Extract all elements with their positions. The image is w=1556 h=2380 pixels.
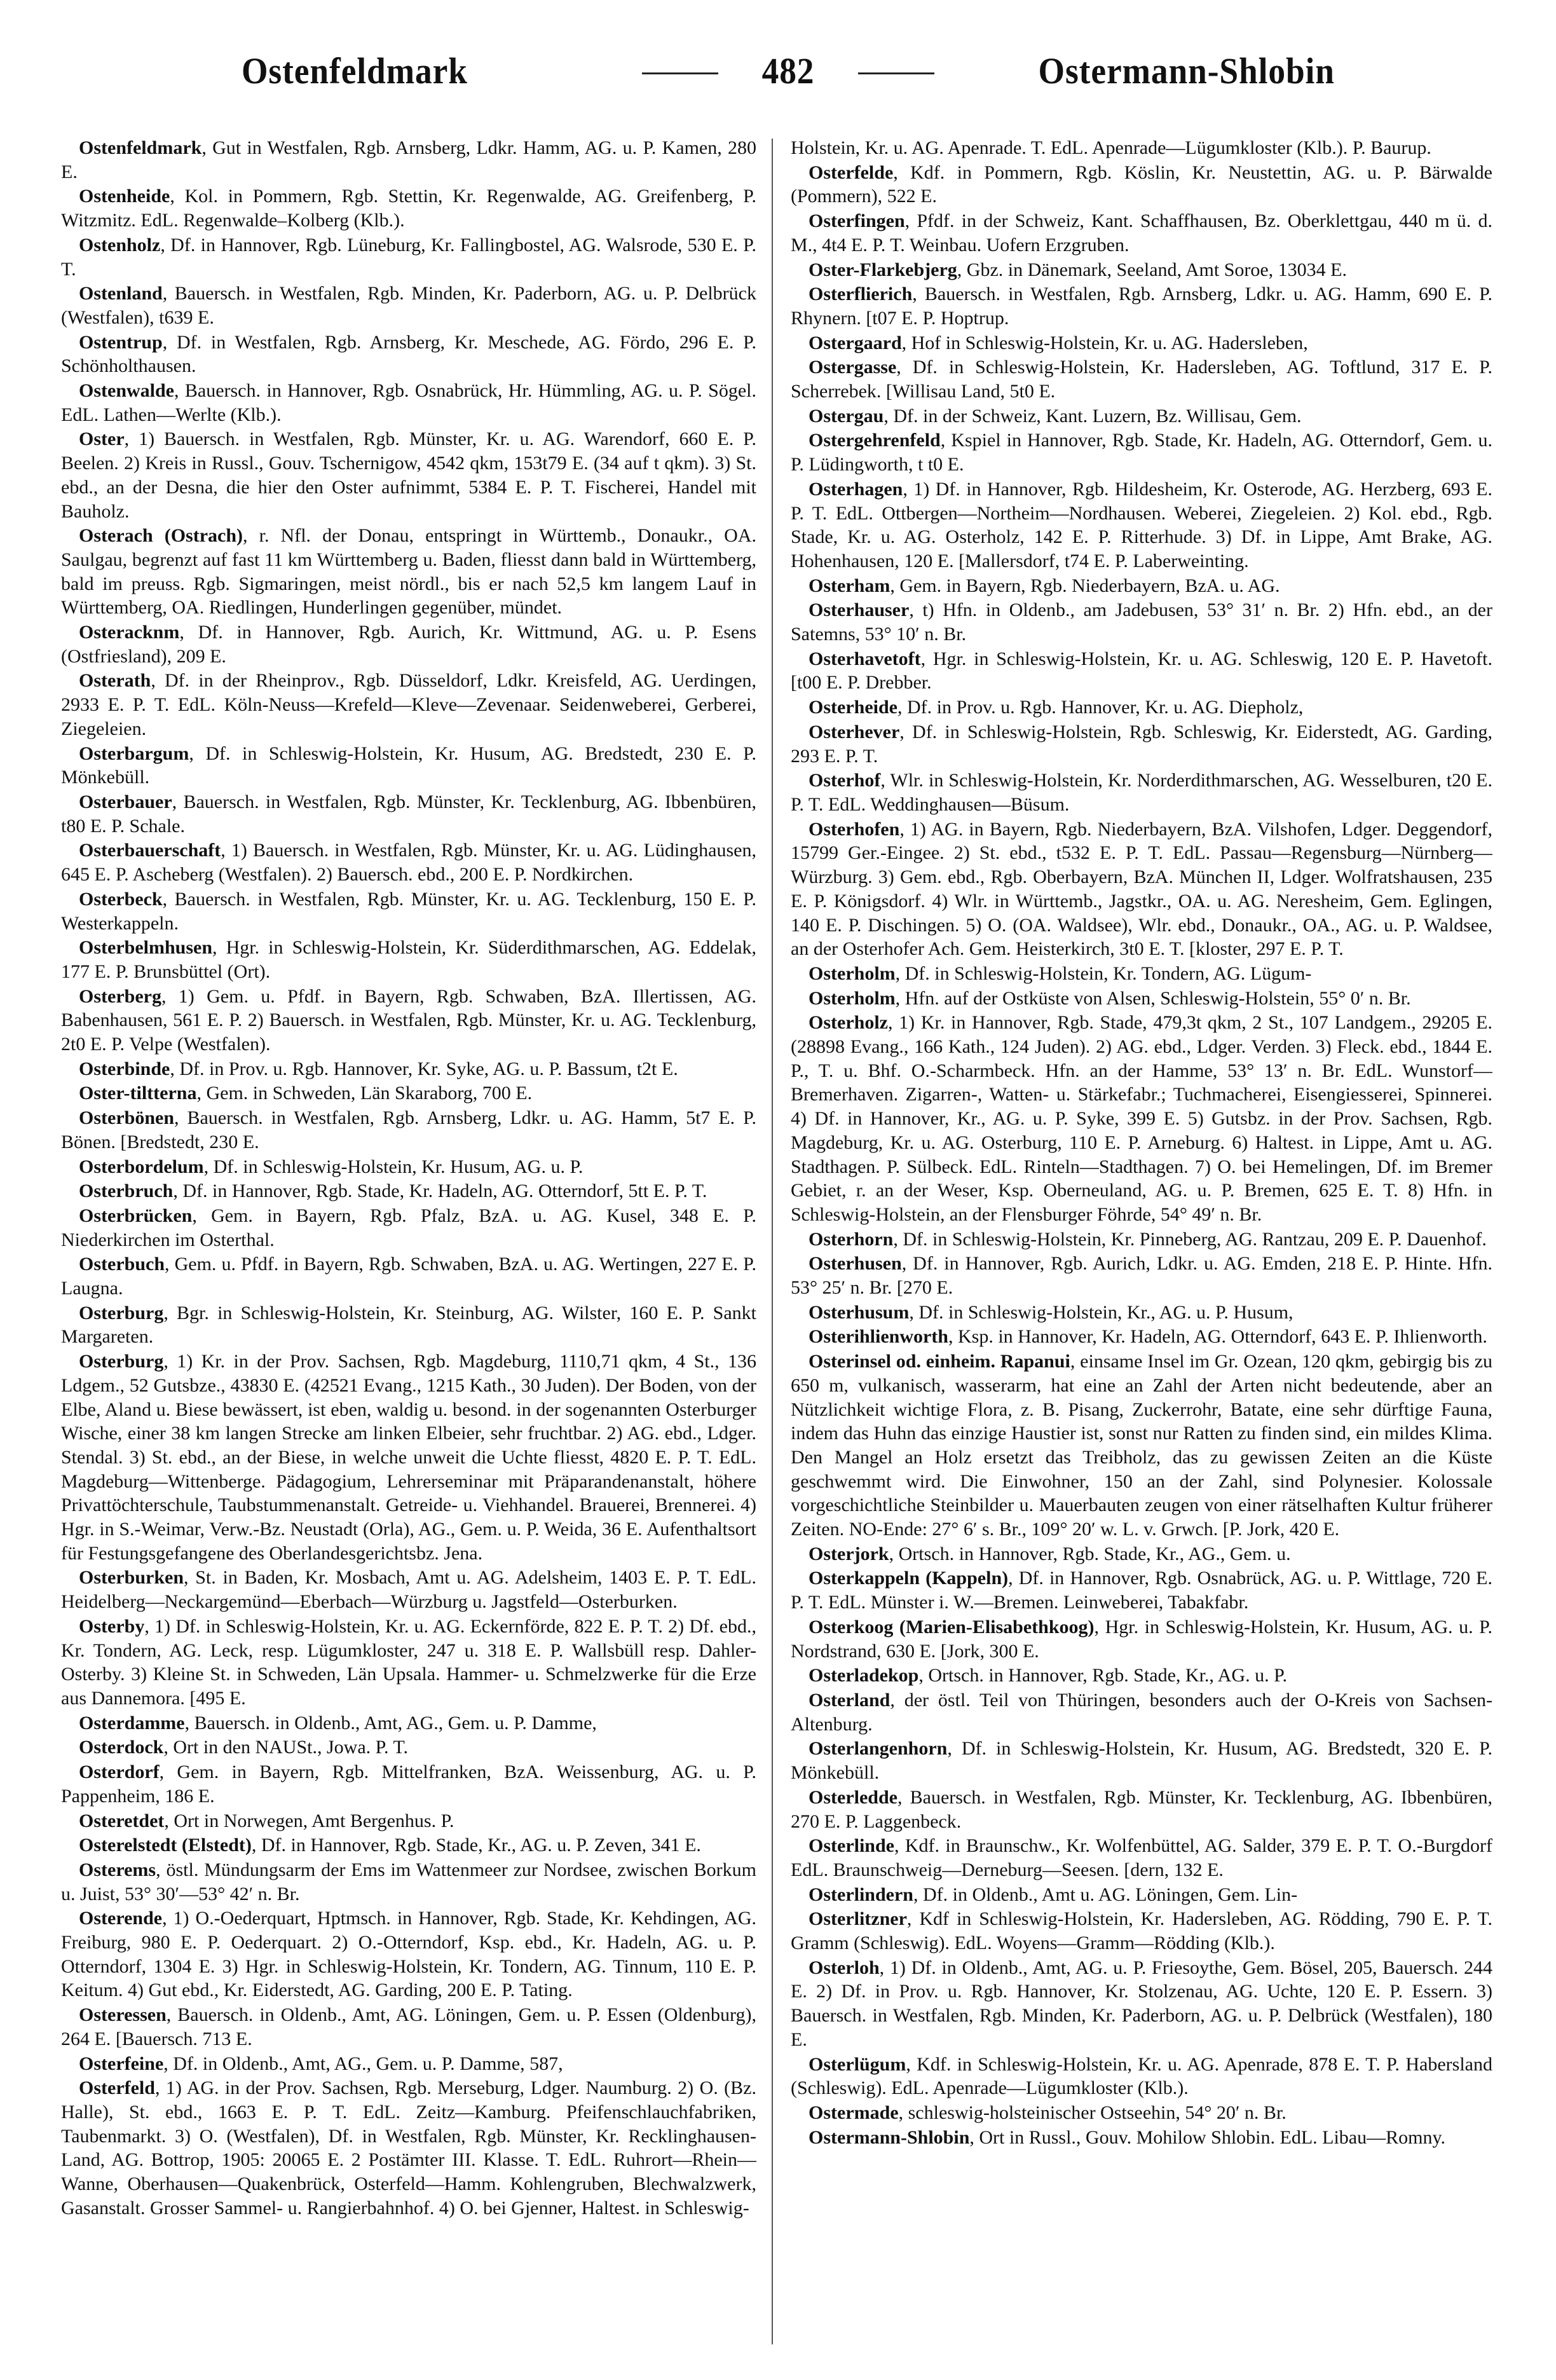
- gazetteer-entry: [61, 2052, 756, 2076]
- entry-headword: Osterhof: [809, 770, 881, 791]
- entry-headword: Osterhusen: [809, 1253, 902, 1275]
- entry-text: , Ort in Russl., Gouv. Mohilow Shlobin. EdL. Libau—Romny.: [969, 2126, 1446, 2148]
- entry-text: , Gem. in Schweden, Län Skaraborg, 700 E.: [196, 1083, 533, 1104]
- entry-text: , 1) Df. in Hannover, Rgb. Hildesheim, Kr. Osterode, AG. Herzberg, 693 E. P. T. EdL. Ottbergen—Northeim—Nordhausen. Weberei, Ziegeleien. 2) Kol. ebd., Rgb. Stade, Kr. u. AG. Osterholz, 142 E. P. Ritterhude. 3) Df. in Lippe, Amt Brake, AG. Hohenhausen, 120 E. [Mallersdorf, t74 E. P. Laberweinting.: [791, 478, 1492, 571]
- entry-text: , Ort in Norwegen, Amt Bergenhus. P.: [164, 1810, 454, 1831]
- gazetteer-entry: [791, 1325, 1492, 1349]
- entry-headword: Ostenfeldmark: [79, 137, 202, 158]
- entry-headword: Osterburg: [79, 1351, 164, 1372]
- entry-headword: Osterlindern: [809, 1884, 913, 1905]
- entry-headword: Ostermann-Shlobin: [809, 2126, 970, 2148]
- gazetteer-entry: [791, 1688, 1492, 1736]
- gazetteer-entry: [61, 1809, 756, 1833]
- left-column: [61, 136, 756, 2355]
- entry-text: , 1) O.-Oederquart, Hptmsch. in Hannover, Rgb. Stade, Kr. Kehdingen, AG. Freiburg, 980 E. P. Oederquart. 2) O.-Otterndorf, Ksp. ebd., Kr. Hadeln, AG. u. P. Otterndorf, 1304 E. 3) Hgr. in Schleswig-Holstein, Kr. Tondern, AG. Tinnum, 110 E. P. Keitum. 4) Gut ebd., Kr. Eiderstedt, AG. Garding, 200 E. P. Tating.: [61, 1908, 756, 2001]
- entry-headword: Ostenholz: [79, 234, 161, 256]
- entry-text: , 1) AG. in Bayern, Rgb. Niederbayern, BzA. Vilshofen, Ldger. Deggendorf, 15799 Ger.-Eingee. 2) St. ebd., t532 E. P. T. EdL. Passau—Regensburg—Nürnberg—Würzburg. 3) Gem. ebd., Rgb. Oberbayern, BzA. München II, Ldger. Wolfratshausen, 235 E. P. Königsdorf. 4) Wlr. in Württemb., Jagstkr., OA. u. AG. Neresheim, Gem. Eglingen, 140 E. P. Dischingen. 5) O. (OA. Waldsee), Wlr. ebd., Donaukr., OA., AG. u. P. Waldsee, an der Osterhofer Ach. Gem. Heisterkirch, 3t0 E. T. [kloster, 297 E. P. T.: [791, 818, 1492, 960]
- entry-headword: Osterihlienworth: [809, 1326, 948, 1348]
- entry-text: , 1) Gem. u. Pfdf. in Bayern, Rgb. Schwaben, BzA. Illertissen, AG. Babenhausen, 561 E. P. 2) Bauersch. in Westfalen, Rgb. Münster, Kr. u. AG. Tecklenburg, 2t0 E. P. Velpe (Westfalen).: [61, 985, 756, 1055]
- entry-headword: Osterdorf: [79, 1761, 160, 1783]
- gazetteer-entry: [61, 1252, 756, 1300]
- entry-headword: Ostergasse: [809, 357, 897, 378]
- entry-headword: Osterems: [79, 1859, 156, 1880]
- gazetteer-entry: [791, 428, 1492, 476]
- gazetteer-entry: [791, 1737, 1492, 1784]
- entry-headword: Ostergaard: [809, 332, 902, 353]
- gazetteer-entry: [791, 1252, 1492, 1299]
- entry-text: , t) Hfn. in Oldenb., am Jadebusen, 53° 31′ n. Br. 2) Hfn. ebd., an der Satemns, 53° 10′ n. Br.: [791, 599, 1492, 645]
- entry-headword: Osterfeine: [79, 2053, 164, 2074]
- entry-headword: Osterhever: [809, 721, 900, 742]
- gazetteer-entry: [61, 790, 756, 838]
- entry-headword: Osterlangenhorn: [809, 1738, 948, 1760]
- gazetteer-entry: [61, 887, 756, 935]
- gazetteer-entry: [791, 1664, 1492, 1688]
- entry-text: , Kdf. in Schleswig-Holstein, Kr. u. AG. Apenrade, 878 E. T. P. Habersland (Schleswig). EdL. Apenrade—Lügumkloster (Klb.).: [791, 2053, 1492, 2099]
- entry-headword: Osterhusum: [809, 1301, 910, 1323]
- entry-headword: Osterflierich: [809, 284, 913, 305]
- entry-headword: Oster-tiltterna: [79, 1083, 197, 1104]
- entry-headword: Ostergau: [809, 405, 884, 427]
- entry-text: , Df. in Prov. u. Rgb. Hannover, Kr. u. AG. Diepholz,: [897, 697, 1304, 718]
- entry-headword: Osterbauerschaft: [79, 840, 221, 861]
- entry-headword: Osterladekop: [809, 1665, 919, 1686]
- entry-headword: Osterkoog (Marien-Elisabethkoog): [809, 1616, 1095, 1638]
- entry-text: , Kdf. in Braunschw., Kr. Wolfenbüttel, AG. Salder, 379 E. P. T. O.-Burgdorf EdL. Braunschweig—Derneburg—Seesen. [dern, 132 E.: [791, 1835, 1492, 1880]
- gazetteer-entry: [791, 2126, 1492, 2150]
- entry-text: , Wlr. in Schleswig-Holstein, Kr. Norderdithmarschen, AG. Wesselburen, t20 E. P. T. EdL. Weddinghausen—Büsum.: [791, 770, 1492, 815]
- gazetteer-entry: [61, 1301, 756, 1349]
- entry-headword: Oster: [79, 428, 125, 450]
- gazetteer-entry: [61, 1081, 756, 1105]
- entry-text: , St. in Baden, Kr. Mosbach, Amt u. AG. Adelsheim, 1403 E. P. T. EdL. Heidelberg—Neckargemünd—Eberbach—Würzburg u. Jagstfeld—Osterburken.: [61, 1567, 756, 1613]
- gazetteer-entry: [791, 1907, 1492, 1955]
- entry-text: , 1) Kr. in Hannover, Rgb. Stade, 479,3t qkm, 2 St., 107 Landgem., 29205 E. (28898 Evang., 166 Kath., 124 Juden). 2) AG. ebd., Ldger. Verden. 3) Fleck. ebd., 1844 E. P., T. u. Bhf. O.-Scharmbeck. Hfn. an der Hamme, 53° 13′ n. Br. EdL. Wunstorf—Bremerhaven. Zigarren-, Watten- u. Stärkefabr.; Tuchmacherei, Eisengiesserei, Spinnerei. 4) Df. in Hannover, Kr., AG. u. P. Syke, 399 E. 5) Gutsbz. in der Prov. Sachsen, Rgb. Magdeburg, Kr. u. AG. Osterburg, 110 E. P. Arneburg. 6) Haltest. in Lippe, Amt u. AG. Stadthagen. P. Sülbeck. EdL. Rinteln—Stadthagen. 7) O. bei Hemelingen, Df. im Bremer Gebiet, r. an der Weser, Ksp. Oberneuland, AG. u. P. Bremen, 625 E. T. 8) Hfn. in Schleswig-Holstein, an der Flensburger Föhrde, 54° 49′ n. Br.: [791, 1012, 1492, 1225]
- entry-text: , Bauersch. in Westfalen, Rgb. Münster, Kr. Tecklenburg, AG. Ibbenbüren, t80 E. P. Schale.: [61, 791, 756, 837]
- gazetteer-entry: [791, 331, 1492, 355]
- gazetteer-entry: [791, 1542, 1492, 1566]
- gazetteer-entry: [791, 647, 1492, 695]
- entry-text: , Df. in Schleswig-Holstein, Kr. Husum, AG. Bredstedt, 230 E. P. Mönkebüll.: [61, 742, 756, 788]
- entry-text: , östl. Mündungsarm der Ems im Wattenmeer zur Nordsee, zwischen Borkum u. Juist, 53° 30′—53° 42′ n. Br.: [61, 1859, 756, 1905]
- entry-text: , Df. in Hannover, Rgb. Lüneburg, Kr. Fallingbostel, AG. Walsrode, 530 E. P. T.: [61, 234, 756, 280]
- gazetteer-entry: [61, 742, 756, 790]
- entry-text: Holstein, Kr. u. AG. Apenrade. T. EdL. Apenrade—Lügumkloster (Klb.). P. Baurup.: [791, 137, 1431, 158]
- entry-text: , Bauersch. in Westfalen, Rgb. Arnsberg, Ldkr. u. AG. Hamm, 690 E. P. Rhynern. [t07 E. P. Hoptrup.: [791, 284, 1492, 329]
- entry-text: , Gbz. in Dänemark, Seeland, Amt Soroe, 13034 E.: [957, 259, 1348, 280]
- entry-headword: Osterbruch: [79, 1180, 174, 1202]
- entry-text: , Df. in Schleswig-Holstein, Kr., AG. u. P. Husum,: [909, 1301, 1293, 1323]
- entry-text: , Df. in Schleswig-Holstein, Kr. Pinneberg, AG. Rantzau, 209 E. P. Dauenhof.: [893, 1228, 1487, 1250]
- gazetteer-entry: [791, 355, 1492, 403]
- entry-text: , Bauersch. in Westfalen, Rgb. Minden, Kr. Paderborn, AG. u. P. Delbrück (Westfalen), t639 E.: [61, 283, 756, 328]
- header-rule-left: [642, 72, 718, 74]
- gazetteer-entry: [61, 1906, 756, 2002]
- entry-headword: Osterberg: [79, 985, 161, 1007]
- entry-text: , Hof in Schleswig-Holstein, Kr. u. AG. Hadersleben,: [901, 332, 1308, 353]
- gazetteer-entry: [61, 1735, 756, 1760]
- entry-headword: Osterinsel od. einheim. Rapanui: [809, 1351, 1070, 1372]
- gazetteer-entry: [791, 962, 1492, 986]
- entry-text: , Df. in Hannover, Rgb. Aurich, Ldkr. u. AG. Emden, 218 E. P. Hinte. Hfn. 53° 25′ n. Br. [270 E.: [791, 1253, 1492, 1299]
- entry-text: , 1) Bauersch. in Westfalen, Rgb. Münster, Kr. u. AG. Warendorf, 660 E. P. Beelen. 2) Kreis in Russl., Gouv. Tschernigow, 4542 qkm, 153t79 E. (34 auf t qkm). 3) St. ebd., an der Desna, die hier den Oster aufnimmt, 5384 E. P. T. Fischerei, Handel mit Bauholz.: [61, 428, 756, 522]
- entry-headword: Osterfingen: [809, 210, 905, 232]
- entry-headword: Osterland: [809, 1690, 891, 1711]
- entry-text: , Df. in Oldenb., Amt, AG., Gem. u. P. Damme, 587,: [163, 2053, 563, 2074]
- gazetteer-entry: [791, 574, 1492, 598]
- entry-headword: Osterbargum: [79, 742, 189, 764]
- entry-headword: Osterholz: [809, 1012, 888, 1034]
- entry-text: , Kdf in Schleswig-Holstein, Kr. Hadersleben, AG. Rödding, 790 E. P. T. Gramm (Schleswig). EdL. Woyens—Gramm—Rödding (Klb.).: [791, 1908, 1492, 1954]
- entry-text: , Df. in Schleswig-Holstein, Kr. Husum, AG. u. P.: [203, 1156, 584, 1177]
- entry-headword: Osterach (Ostrach): [79, 525, 243, 547]
- gazetteer-entry: [61, 379, 756, 427]
- entry-text: , Ksp. in Hannover, Kr. Hadeln, AG. Otterndorf, 643 E. P. Ihlienworth.: [948, 1326, 1487, 1348]
- entry-text: , Kspiel in Hannover, Rgb. Stade, Kr. Hadeln, AG. Otterndorf, Gem. u. P. Lüdingworth, t t0 E.: [791, 430, 1492, 475]
- gazetteer-entry: [791, 1566, 1492, 1614]
- entry-headword: Osterhauser: [809, 599, 910, 621]
- gazetteer-entry: [791, 1301, 1492, 1325]
- entry-headword: Osterhavetoft: [809, 648, 921, 669]
- entry-text: , r. Nfl. der Donau, entspringt in Württemb., Donaukr., OA. Saulgau, begrenzt auf fast 11 km Württemberg u. Baden, fliesst dann bald in Württemberg, bald im preuss. Rgb. Sigmaringen, meist nördl., bis er nach 52,5 km langem Lauf in Württemberg, OA. Riedlingen, Hunderlingen gegenüber, mündet.: [61, 525, 756, 619]
- entry-text: , Df. in Prov. u. Rgb. Hannover, Kr. Syke, AG. u. P. Bassum, t2t E.: [170, 1058, 678, 1079]
- entry-headword: Osterbrücken: [79, 1205, 193, 1226]
- entry-text: , Gem. in Bayern, Rgb. Mittelfranken, BzA. Weissenburg, AG. u. P. Pappenheim, 186 E.: [61, 1761, 756, 1807]
- entry-text: , Bauersch. in Oldenb., Amt, AG. Löningen, Gem. u. P. Essen (Oldenburg), 264 E. [Bauersch. 713 E.: [61, 2004, 756, 2049]
- entry-text: , Ortsch. in Hannover, Rgb. Stade, Kr., AG. u. P.: [918, 1665, 1287, 1686]
- gazetteer-entry: [791, 1834, 1492, 1882]
- gazetteer-entry: [61, 985, 756, 1057]
- entry-headword: Ostentrup: [79, 331, 163, 353]
- header-rule-right: [858, 72, 934, 74]
- gazetteer-entry: [61, 838, 756, 886]
- gazetteer-entry: [791, 1228, 1492, 1252]
- entry-headword: Osterloh: [809, 1957, 880, 1978]
- gazetteer-entry: [61, 1833, 756, 1857]
- entry-headword: Osteracknm: [79, 622, 180, 643]
- gazetteer-entry: [791, 598, 1492, 646]
- entry-headword: Osterbelmhusen: [79, 937, 212, 959]
- gazetteer-entry: [791, 817, 1492, 961]
- entry-headword: Osteressen: [79, 2004, 167, 2026]
- entry-headword: Osterburg: [79, 1302, 164, 1323]
- gazetteer-entry: [791, 282, 1492, 330]
- entry-headword: Osterholm: [809, 987, 896, 1009]
- entry-text: , Gem. u. Pfdf. in Bayern, Rgb. Schwaben, BzA. u. AG. Wertingen, 227 E. P. Laugna.: [61, 1254, 756, 1299]
- entry-text: , 1) Kr. in der Prov. Sachsen, Rgb. Magdeburg, 1110,71 qkm, 4 St., 136 Ldgem., 52 Gutsbze., 43830 E. (42521 Evang., 1215 Kath., 30 Juden). Der Boden, von der Elbe, Aland u. Biese bewässert, ist eben, waldig u. besond. in der sogenannten Osterburger Wische, einer 38 km langen Strecke am linken Elbeier, sehr fruchtbar. 2) AG. ebd., Ldger. Stendal. 3) St. ebd., an der Biese, in welche unweit die Uchte fliesst, 4820 E. P. T. EdL. Magdeburg—Wittenberge. Pädagogium, Lehrerseminar mit Präparandenanstalt, höhere Privattöchterschule, Taubstummenanstalt. Getreide- u. Viehhandel. Brauerei, Brennerei. 4) Hgr. in S.-Weimar, Verw.-Bz. Neustadt (Orla), AG., Gem. u. P. Weida, 36 E. Aufenthaltsort für Festungsgefangene des Oberlandesgerichtsbz. Jena.: [61, 1351, 756, 1564]
- entry-headword: Osterdock: [79, 1737, 164, 1758]
- gazetteer-entry: [61, 1155, 756, 1179]
- gazetteer-entry: [791, 720, 1492, 768]
- entry-headword: Osterham: [809, 575, 891, 596]
- gazetteer-entry: [791, 136, 1492, 160]
- gazetteer-entry: [791, 1350, 1492, 1542]
- entry-text: , Bauersch. in Westfalen, Rgb. Münster, Kr. Tecklenburg, AG. Ibbenbüren, 270 E. P. Laggenbeck.: [791, 1786, 1492, 1832]
- gazetteer-entry: [791, 1615, 1492, 1663]
- entry-text: , 1) Df. in Oldenb., Amt, AG. u. P. Friesoythe, Gem. Bösel, 205, Bauersch. 244 E. 2) Df. in Prov. u. Rgb. Hannover, Kr. Stolzenau, AG. Uchte, 120 E. P. Essern. 3) Bauersch. in Westfalen, Rgb. Minden, Kr. Paderborn, AG. u. P. Delbrück (Westfalen), 180 E.: [791, 1957, 1492, 2050]
- gazetteer-entry: [61, 1858, 756, 1906]
- gazetteer-entry: [61, 620, 756, 668]
- entry-headword: Osterkappeln (Kappeln): [809, 1568, 1009, 1589]
- gazetteer-entry: [61, 936, 756, 983]
- entry-text: , Df. in der Rheinprov., Rgb. Düsseldorf, Ldkr. Kreisfeld, AG. Uerdingen, 2933 E. P. T. EdL. Köln-Neuss—Krefeld—Kleve—Zevenaar. Seidenweberei, Gerberei, Ziegeleien.: [61, 670, 756, 739]
- entry-headword: Osterbordelum: [79, 1156, 204, 1177]
- gazetteer-entry: [61, 136, 756, 184]
- header-left-keyword: Ostenfeldmark: [242, 50, 468, 92]
- entry-text: , Hgr. in Schleswig-Holstein, Kr. Süderdithmarschen, AG. Eddelak, 177 E. P. Brunsbüttel (Ort).: [61, 937, 756, 982]
- entry-headword: Osterende: [79, 1908, 163, 1929]
- gazetteer-entry: [61, 331, 756, 378]
- entry-text: , Hfn. auf der Ostküste von Alsen, Schleswig-Holstein, 55° 0′ n. Br.: [895, 987, 1411, 1009]
- entry-headword: Osterlügum: [809, 2053, 906, 2075]
- entry-text: , Pfdf. in der Schweiz, Kant. Schaffhausen, Bz. Oberklettgau, 440 m ü. d. M., 4t4 E. P. T. Weinbau. Uofern Erzgruben.: [791, 210, 1492, 256]
- entry-text: , Ortsch. in Hannover, Rgb. Stade, Kr., AG., Gem. u.: [889, 1543, 1291, 1564]
- entry-text: , 1) Bauersch. in Westfalen, Rgb. Münster, Kr. u. AG. Lüdinghausen, 645 E. P. Ascheberg (Westfalen). 2) Bauersch. ebd., 200 E. P. Nordkirchen.: [61, 840, 756, 886]
- entry-headword: Osterfeld: [79, 2077, 155, 2099]
- gazetteer-entry: [61, 1711, 756, 1735]
- gazetteer-entry: [791, 769, 1492, 816]
- gazetteer-entry: [61, 2076, 756, 2220]
- entry-headword: Osteretdet: [79, 1810, 165, 1831]
- entry-text: , Df. in Schleswig-Holstein, Rgb. Schleswig, Kr. Eiderstedt, AG. Garding, 293 E. P. T.: [791, 721, 1492, 767]
- gazetteer-entry: [791, 2053, 1492, 2100]
- entry-headword: Osterledde: [809, 1786, 897, 1808]
- entry-text: , Df. in Oldenb., Amt u. AG. Löningen, Gem. Lin-: [913, 1884, 1298, 1905]
- gazetteer-entry: [61, 1179, 756, 1203]
- gazetteer-entry: [61, 282, 756, 329]
- entry-text: , Df. in Hannover, Rgb. Aurich, Kr. Wittmund, AG. u. P. Esens (Ostfriesland), 209 E.: [61, 622, 756, 667]
- entry-text: , Df. in Hannover, Rgb. Stade, Kr. Hadeln, AG. Otterndorf, 5tt E. P. T.: [173, 1180, 707, 1202]
- gazetteer-entry: [791, 477, 1492, 573]
- entry-text: , Bauersch. in Westfalen, Rgb. Arnsberg, Ldkr. u. AG. Hamm, 5t7 E. P. Bönen. [Bredstedt, 230 E.: [61, 1107, 756, 1152]
- gazetteer-entry: [61, 233, 756, 281]
- entry-headword: Osterby: [79, 1615, 145, 1637]
- entry-headword: Osterholm: [809, 962, 896, 984]
- entry-text: , Gem. in Bayern, Rgb. Niederbayern, BzA. u. AG.: [890, 575, 1280, 596]
- gazetteer-entry: [791, 1786, 1492, 1833]
- entry-text: , Bgr. in Schleswig-Holstein, Kr. Steinburg, AG. Wilster, 160 E. P. Sankt Margareten.: [61, 1302, 756, 1348]
- header-right-keyword: Ostermann-Shlobin: [1038, 50, 1335, 92]
- entry-text: , Df. in Schleswig-Holstein, Kr. Hadersleben, AG. Toftlund, 317 E. P. Scherrebek. [Willisau Land, 5t0 E.: [791, 357, 1492, 402]
- entry-text: , Df. in Hannover, Rgb. Stade, Kr., AG. u. P. Zeven, 341 E.: [251, 1835, 701, 1856]
- page-number: 482: [761, 50, 815, 92]
- gazetteer-entry: [61, 184, 756, 232]
- entry-text: , einsame Insel im Gr. Ozean, 120 qkm, gebirgig bis zu 650 m, vulkanisch, wasserarm, hat eine an Zahl der Arten nicht bedeutende, aber an Nützlichkeit wichtige Flora, z. B. Pisang, Zuckerrohr, Batate, eine sehr dürftige Fauna, indem das Huhn das einzige Haustier ist, sonst nur Ratten zu finden sind, ein mildes Klima. Den Mangel an Holz ersetzt das Treibholz, das zu gewissen Zeiten an die Küste geschwemmt wird. Die Einwohner, 150 an der Zahl, sind Polynesier. Kolossale vorgeschichtliche Steinbilder u. Mauerbauten zeugen von einer rätselhaften Kultur früherer Zeiten. NO-Ende: 27° 6′ s. Br., 109° 20′ w. L. v. Grwch. [P. Jork, 420 E.: [791, 1351, 1492, 1540]
- entry-headword: Osterdamme: [79, 1712, 185, 1734]
- entry-headword: Osterbönen: [79, 1107, 174, 1129]
- gazetteer-entry: [61, 427, 756, 523]
- entry-text: , Kol. in Pommern, Rgb. Stettin, Kr. Regenwalde, AG. Greifenberg, P. Witzmitz. EdL. Regenwalde–Kolberg (Klb.).: [61, 186, 756, 231]
- gazetteer-entry: [61, 2003, 756, 2051]
- gazetteer-entry: [791, 695, 1492, 720]
- entry-text: , Df. in der Schweiz, Kant. Luzern, Bz. Willisau, Gem.: [884, 405, 1302, 427]
- entry-headword: Ostenwalde: [79, 380, 174, 402]
- entry-text: , Gem. in Bayern, Rgb. Pfalz, BzA. u. AG. Kusel, 348 E. P. Niederkirchen im Osterthal.: [61, 1205, 756, 1250]
- gazetteer-entry: [791, 209, 1492, 257]
- gazetteer-entry: [61, 1566, 756, 1613]
- entry-headword: Osterbinde: [79, 1058, 170, 1079]
- gazetteer-entry: [61, 1615, 756, 1711]
- entry-headword: Ostenheide: [79, 186, 170, 207]
- entry-headword: Osterhofen: [809, 818, 900, 840]
- entry-headword: Ostermade: [809, 2102, 899, 2123]
- entry-headword: Osterbeck: [79, 888, 163, 910]
- entry-headword: Osterath: [79, 670, 151, 692]
- gazetteer-entry: [61, 669, 756, 741]
- entry-headword: Ostergehrenfeld: [809, 430, 941, 451]
- gazetteer-entry: [791, 404, 1492, 428]
- gazetteer-entry: [61, 1350, 756, 1565]
- entry-headword: Osterheide: [809, 697, 897, 718]
- page-header: [242, 39, 1335, 103]
- entry-headword: Osterelstedt (Elstedt): [79, 1835, 252, 1856]
- entry-text: , Gut in Westfalen, Rgb. Arnsberg, Ldkr. Hamm, AG. u. P. Kamen, 280 E.: [61, 137, 756, 182]
- gazetteer-entry: [791, 1883, 1492, 1907]
- entry-headword: Oster-Flarkebjerg: [809, 259, 957, 280]
- gazetteer-entry: [61, 1106, 756, 1154]
- column-divider: [772, 139, 773, 2344]
- entry-headword: Osterfelde: [809, 161, 894, 183]
- entry-text: , Bauersch. in Westfalen, Rgb. Münster, Kr. u. AG. Tecklenburg, 150 E. P. Westerkappeln.: [61, 888, 756, 934]
- entry-text: , Df. in Westfalen, Rgb. Arnsberg, Kr. Meschede, AG. Fördo, 296 E. P. Schönholthausen.: [61, 331, 756, 377]
- gazetteer-entry: [61, 1057, 756, 1081]
- entry-text: , 1) Df. in Schleswig-Holstein, Kr. u. AG. Eckernförde, 822 E. P. T. 2) Df. ebd., Kr. Tondern, AG. Leck, resp. Lügumkloster, 247 u. 318 E. P. Wallsbüll resp. Dahler-Osterby. 3) Kleine St. in Schweden, Län Upsala. Hammer- u. Schmelzwerke für die Erze aus Dannemora. [495 E.: [61, 1615, 756, 1709]
- entry-headword: Osterbauer: [79, 791, 172, 812]
- gazetteer-entry: [61, 1760, 756, 1808]
- right-column: [791, 136, 1492, 2355]
- gazetteer-entry: [61, 1204, 756, 1252]
- entry-text: , Kdf. in Pommern, Rgb. Köslin, Kr. Neustettin, AG. u. P. Bärwalde (Pommern), 522 E.: [791, 161, 1492, 207]
- gazetteer-entry: [791, 161, 1492, 209]
- entry-headword: Ostenland: [79, 283, 163, 304]
- gazetteer-entry: [791, 987, 1492, 1011]
- entry-headword: Osterjork: [809, 1543, 889, 1564]
- gazetteer-entry: [791, 258, 1492, 282]
- entry-text: , Bauersch. in Oldenb., Amt, AG., Gem. u. P. Damme,: [184, 1712, 597, 1734]
- entry-text: , schleswig-holsteinischer Ostseehin, 54° 20′ n. Br.: [898, 2102, 1286, 2123]
- entry-headword: Osterhagen: [809, 478, 903, 500]
- entry-text: , Df. in Schleswig-Holstein, Kr. Tondern, AG. Lügum-: [895, 962, 1312, 984]
- entry-headword: Osterlinde: [809, 1835, 894, 1857]
- gazetteer-entry: [791, 2101, 1492, 2125]
- entry-text: , Ort in den NAUSt., Jowa. P. T.: [163, 1737, 409, 1758]
- gazetteer-entry: [791, 1956, 1492, 2052]
- entry-text: , der östl. Teil von Thüringen, besonders auch der O-Kreis von Sachsen-Altenburg.: [791, 1690, 1492, 1735]
- gazetteer-entry: [61, 524, 756, 620]
- gazetteer-entry: [791, 1011, 1492, 1226]
- entry-text: , Df. in Schleswig-Holstein, Kr. Husum, AG. Bredstedt, 320 E. P. Mönkebüll.: [791, 1738, 1492, 1784]
- entry-text: , Bauersch. in Hannover, Rgb. Osnabrück, Hr. Hümmling, AG. u. P. Sögel. EdL. Lathen—Werlte (Klb.).: [61, 380, 756, 425]
- entry-headword: Osterhorn: [809, 1228, 894, 1250]
- entry-headword: Osterlitzner: [809, 1908, 907, 1930]
- entry-text: , Df. in Hannover, Rgb. Osnabrück, AG. u. P. Wittlage, 720 E. P. T. EdL. Münster i. W.—Bremen. Leinweberei, Tabakfabr.: [791, 1568, 1492, 1613]
- entry-headword: Osterbuch: [79, 1254, 165, 1275]
- entry-text: , Hgr. in Schleswig-Holstein, Kr. Husum, AG. u. P. Nordstrand, 630 E. [Jork, 300 E.: [791, 1616, 1492, 1662]
- entry-headword: Osterburken: [79, 1567, 184, 1589]
- entry-text: , Hgr. in Schleswig-Holstein, Kr. u. AG. Schleswig, 120 E. P. Havetoft. [t00 E. P. Drebber.: [791, 648, 1492, 694]
- entry-text: , 1) AG. in der Prov. Sachsen, Rgb. Merseburg, Ldger. Naumburg. 2) O. (Bz. Halle), St. ebd., 1663 E. P. T. EdL. Zeitz—Kamburg. Pfeifenschlauchfabriken, Taubenmarkt. 3) O. (Westfalen), Df. in Westfalen, Rgb. Münster, Kr. Recklinghausen-Land, AG. Bottrop, 1905: 20065 E. 2 Postämter III. Klasse. T. EdL. Ruhrort—Rhein—Wanne, Oberhausen—Quakenbrück, Osterfeld—Hamm. Kohlengruben, Blechwalzwerk, Gasanstalt. Grosser Sammel- u. Rangierbahnhof. 4) O. bei Gjenner, Haltest. in Schleswig-: [61, 2077, 756, 2219]
